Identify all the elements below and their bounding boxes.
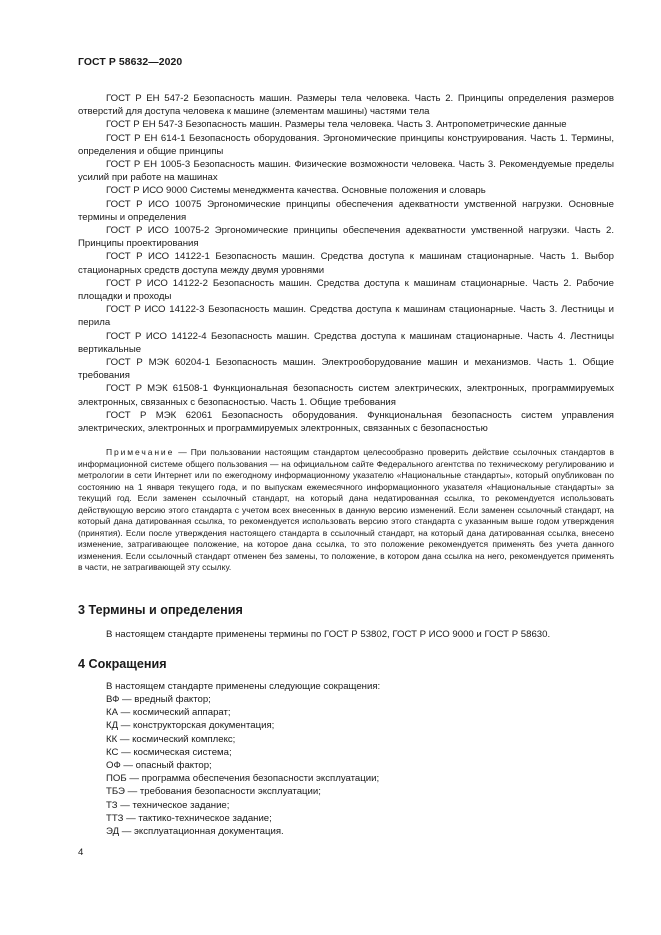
reference-item: ГОСТ Р ИСО 9000 Системы менеджмента качества. Основные положения и словарь [106, 185, 486, 197]
page-number: 4 [78, 847, 84, 858]
reference-item: ГОСТ Р ЕН 1005-3 Безопасность машин. Физические возможности человека. Часть 3. Рекомендуемые пределы усилий при работе на машинах [78, 159, 614, 184]
section-3-text: В настоящем стандарте применены термины по ГОСТ Р 53802, ГОСТ Р ИСО 9000 и ГОСТ Р 58630. [106, 629, 551, 640]
reference-item: ГОСТ Р МЭК 61508-1 Функциональная безопасность систем электрических, электронных, программируемых электронных, связанных с безопасностью. Часть 1. Общие требования [78, 383, 614, 408]
reference-item: ГОСТ Р ИСО 10075 Эргономические принципы обеспечения адекватности умственной нагрузки. Основные термины и определения [78, 198, 614, 223]
abbreviation-item: КД — конструкторская документация; [106, 720, 275, 732]
normative-references-list [78, 92, 614, 435]
reference-item: ГОСТ Р МЭК 62061 Безопасность оборудования. Функциональная безопасность систем управления электрических, электронных и программируемых электронных, связанных с безопасностью [78, 409, 614, 435]
reference-item: ГОСТ Р ИСО 14122-3 Безопасность машин. Средства доступа к машинам стационарные. Часть 3. Лестницы и перила [78, 304, 614, 329]
abbreviation-item: ТТЗ — тактико-техническое задание; [106, 812, 272, 824]
abbreviation-item: ЭД — эксплуатационная документация. [106, 826, 284, 838]
note-text: — При пользовании настоящим стандартом целесообразно проверить действие ссылочных стандартов в информационной системе общего пользования — на официальном сайте Федерального агентства по техническому регулированию и метрологии в сети Интернет или по ежегодному информационному указателю «Национальные стандарты», который опубликован по состоянию на 1 января текущего года, и по выпускам ежемесячного информационного указателя «Национальные стандарты» за текущий год. Если заменен ссылочный стандарт, на который дана недатированная ссылка, то рекомендуется использовать действующую версию этого стандарта с учетом всех внесенных в данную версию изменений. Если заменен ссылочный стандарт, на который дана датированная ссылка, то рекомендуется использовать версию этого стандарта с указанным выше годом утверждения (принятия). Если после утверждения настоящего стандарта в ссылочный стандарт, на который дана датированная ссылка, внесено изменение, затрагивающее положение, на которое дана ссылка, то это положение рекомендуется применять без учета данного изменения. Если ссылочный стандарт отменен без замены, то положение, в котором дана ссылка на него, рекомендуется применять в части, не затрагивающей эту ссылку. [78, 447, 614, 572]
reference-item: ГОСТ Р ЕН 547-2 Безопасность машин. Размеры тела человека. Часть 2. Принципы определения размеров отверстий для доступа человека к машине (элементам машины) частями тела [78, 93, 614, 118]
reference-item: ГОСТ Р ИСО 14122-4 Безопасность машин. Средства доступа к машинам стационарные. Часть 4. Лестницы вертикальные [78, 330, 614, 355]
abbreviations-list [106, 693, 379, 838]
section-4-title: 4 Сокращения [78, 657, 167, 671]
abbreviation-item: КК — космический комплекс; [106, 733, 236, 745]
reference-item: ГОСТ Р ИСО 14122-2 Безопасность машин. Средства доступа к машинам стационарные. Часть 2. Рабочие площадки и проходы [78, 277, 614, 303]
note-block [78, 447, 614, 574]
reference-item: ГОСТ Р ЕН 614-1 Безопасность оборудования. Эргономические принципы конструирования. Часть 1. Термины, определения и общие принципы [78, 132, 614, 157]
abbreviation-item: ПОБ — программа обеспечения безопасности эксплуатации; [106, 773, 380, 785]
abbreviation-item: ОФ — опасный фактор; [106, 760, 212, 772]
reference-item: ГОСТ Р МЭК 60204-1 Безопасность машин. Электрооборудование машин и механизмов. Часть 1. Общие требования [78, 357, 614, 382]
abbreviation-item: КА — космический аппарат; [106, 707, 231, 719]
abbreviation-item: КС — космическая система; [106, 746, 232, 758]
section-3-title: 3 Термины и определения [78, 603, 243, 617]
section-4-intro: В настоящем стандарте применены следующие сокращения: [106, 681, 381, 692]
note-label: Примечание [106, 447, 175, 457]
reference-item: ГОСТ Р ЕН 547-3 Безопасность машин. Размеры тела человека. Часть 3. Антропометрические данные [106, 119, 567, 131]
abbreviation-item: ВФ — вредный фактор; [106, 694, 211, 705]
document-header: ГОСТ Р 58632—2020 [78, 57, 183, 68]
note-paragraph [78, 447, 614, 574]
reference-item: ГОСТ Р ИСО 10075-2 Эргономические принципы обеспечения адекватности умственной нагрузки. Часть 2. Принципы проектирования [78, 225, 614, 250]
abbreviation-item: ТБЭ — требования безопасности эксплуатации; [106, 786, 321, 798]
abbreviation-item: ТЗ — техническое задание; [106, 799, 230, 811]
reference-item: ГОСТ Р ИСО 14122-1 Безопасность машин. Средства доступа к машинам стационарные. Часть 1. Выбор стационарных средств доступа между двумя уровнями [78, 251, 614, 276]
